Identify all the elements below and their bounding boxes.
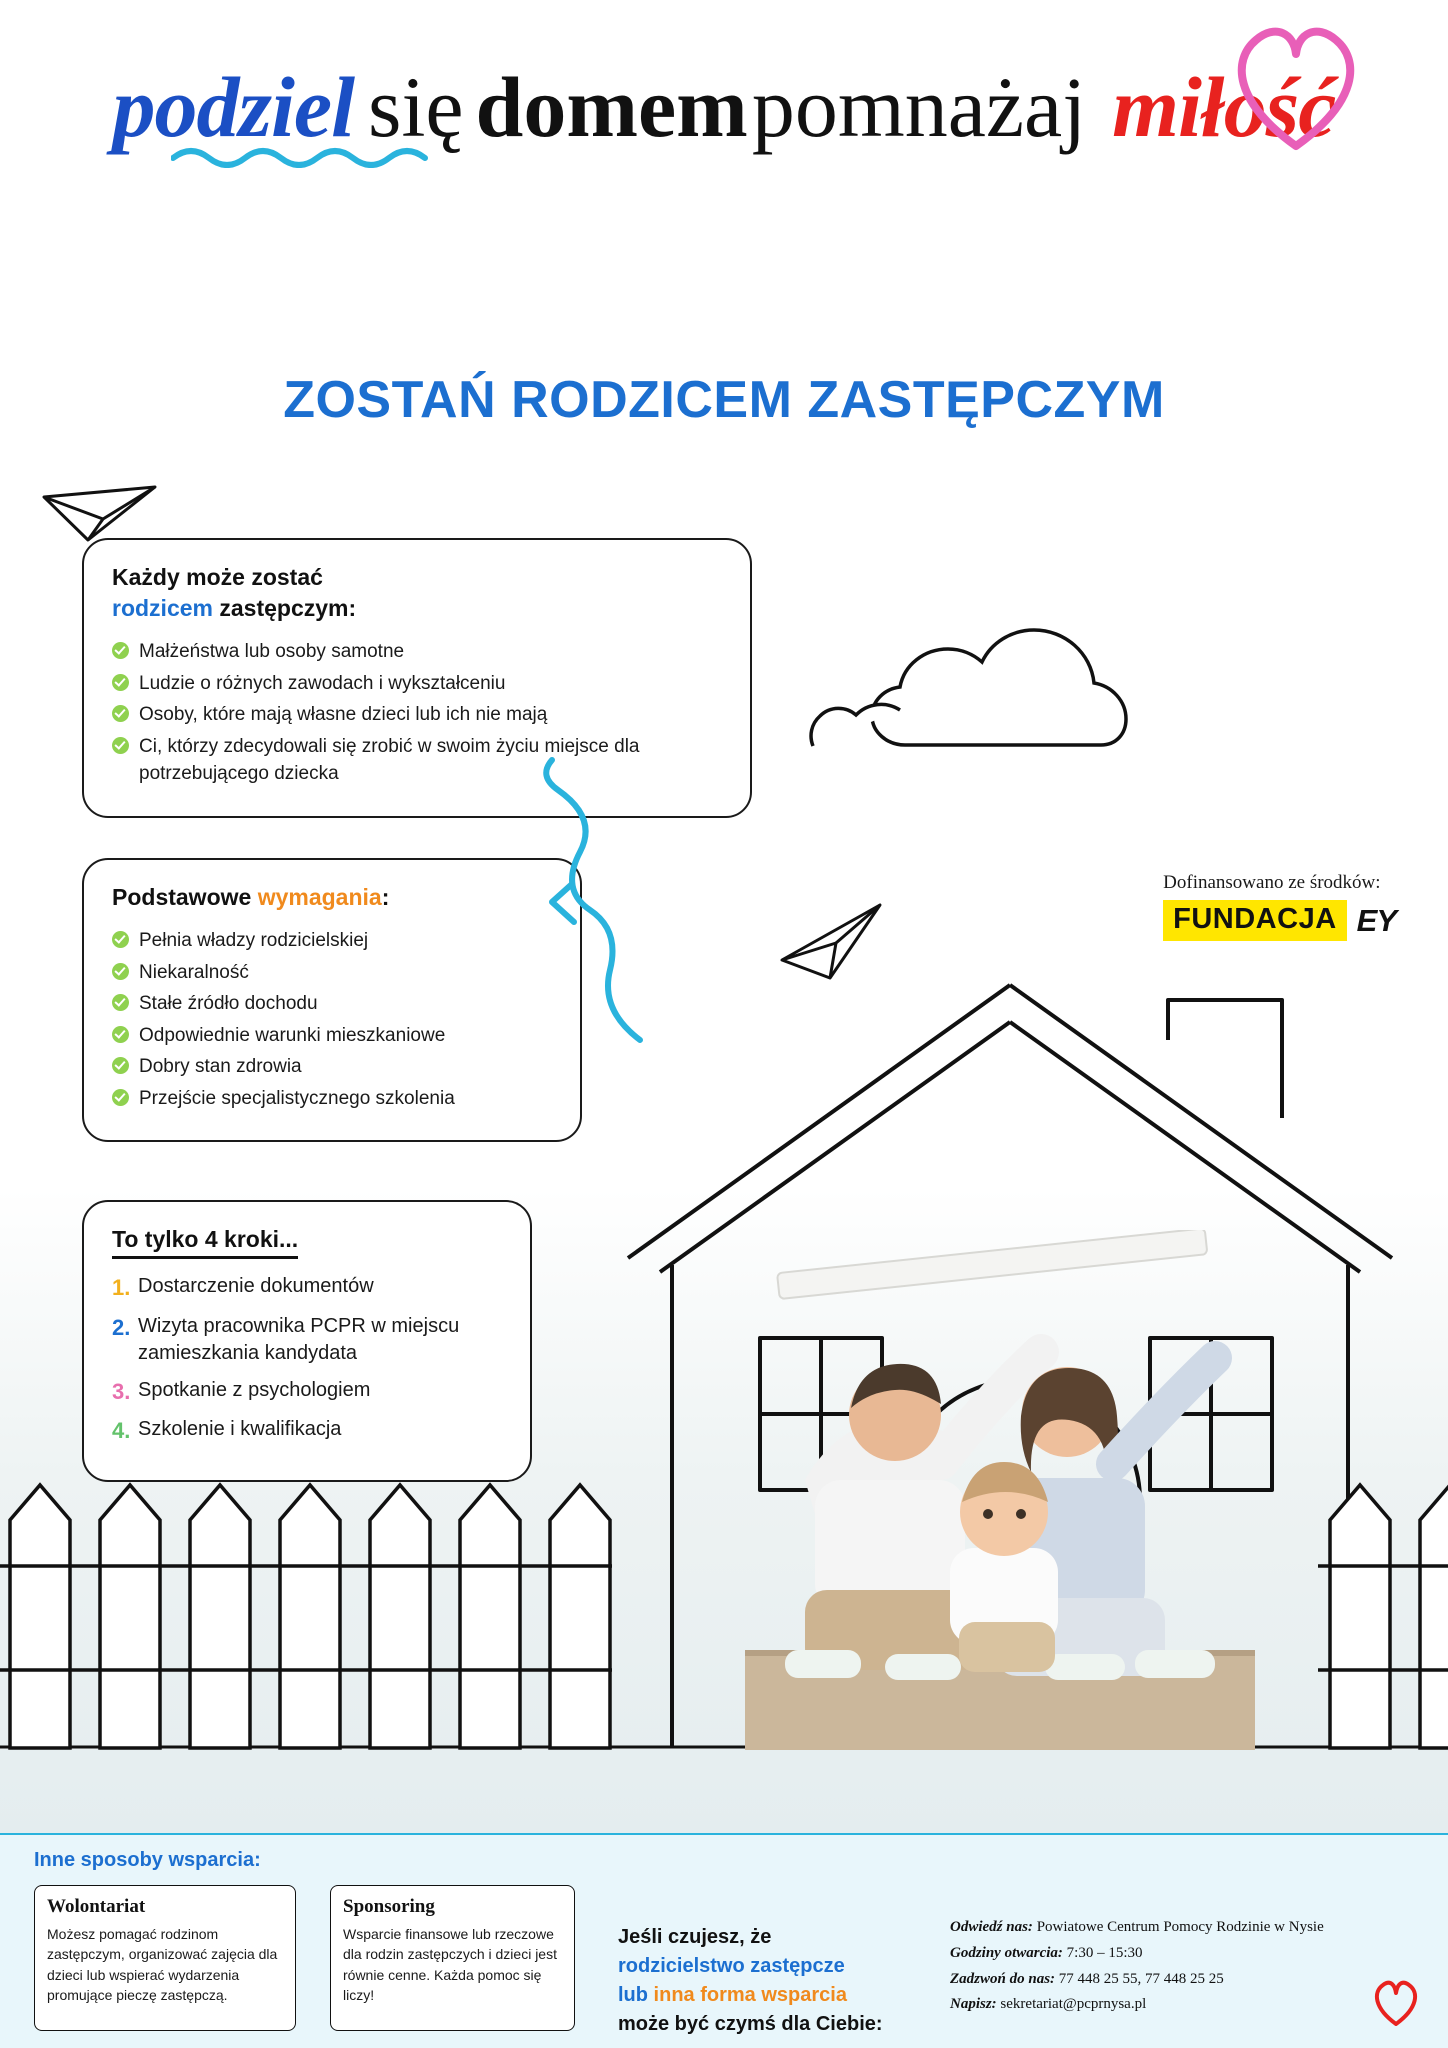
- paper-plane-icon: [44, 487, 155, 540]
- card-four-steps: [82, 1200, 532, 1482]
- check-icon: [112, 963, 129, 980]
- footer-contact: [950, 1915, 1324, 2018]
- footer-box-sponsoring: [330, 1885, 575, 2031]
- card-title-who: [112, 562, 722, 624]
- heart-icon: [1214, 0, 1379, 163]
- headline-word-sie: się: [367, 59, 464, 155]
- list-item-label: Odpowiednie warunki mieszkaniowe: [139, 1024, 446, 1046]
- list-item: [112, 990, 552, 1018]
- card-title-steps: [112, 1224, 502, 1259]
- contact-address-row: [950, 1915, 1324, 1941]
- headline-row-1: [112, 59, 748, 155]
- headline-word-pomnazaj: pomnażaj: [751, 59, 1087, 155]
- list-item: [112, 1085, 552, 1113]
- check-icon: [112, 674, 129, 691]
- funding-logo: [1163, 900, 1396, 941]
- card-title-steps-label: To tylko 4 kroki...: [112, 1224, 298, 1259]
- cta-line-3-accent: inna forma wsparcia: [653, 1984, 847, 2006]
- step-number: 1.: [112, 1275, 131, 1301]
- list-item-label: Osoby, które mają własne dzieci lub ich nie mają: [139, 704, 548, 726]
- page-subtitle: ZOSTAŃ RODZICEM ZASTĘPCZYM: [283, 371, 1165, 429]
- cta-line-4: może być czymś dla Ciebie:: [618, 2013, 883, 2035]
- list-item: [112, 1053, 552, 1081]
- contact-visit-label: Odwiedź nas:: [950, 1919, 1033, 1935]
- step-label: Spotkanie z psychologiem: [138, 1378, 371, 1401]
- contact-phone-row[interactable]: [950, 1967, 1324, 1993]
- contact-hours-label: Godziny otwarcia:: [950, 1944, 1063, 1961]
- list-item: [112, 701, 722, 729]
- headline-word-milosc: miłość: [1112, 59, 1336, 155]
- list-item: [112, 1377, 502, 1407]
- funding-block: [1163, 872, 1396, 941]
- card-title-req-accent: wymagania: [257, 884, 382, 910]
- card-title-req-prefix: Podstawowe: [112, 884, 258, 910]
- contact-hours-value: 7:30 – 15:30: [1062, 1944, 1143, 1961]
- steps-list: [112, 1273, 502, 1446]
- requirements-list: [112, 927, 552, 1112]
- check-icon: [112, 931, 129, 948]
- check-icon: [112, 1057, 129, 1074]
- list-item: [112, 1416, 502, 1446]
- step-label: Wizyta pracownika PCPR w miejscu zamieszkania kandydata: [138, 1314, 460, 1364]
- check-icon: [112, 705, 129, 722]
- poster-headline: [0, 59, 1448, 155]
- list-item: [112, 638, 722, 666]
- list-item: [112, 670, 722, 698]
- who-list: [112, 638, 722, 788]
- contact-mail-value[interactable]: sekretariat@pcprnysa.pl: [996, 1996, 1147, 2013]
- step-label: Szkolenie i kwalifikacja: [138, 1418, 342, 1441]
- list-item-label: Ci, którzy zdecydowali się zrobić w swoim życiu miejsce dla potrzebującego dziecka: [139, 735, 640, 785]
- list-item-label: Niekaralność: [139, 961, 249, 983]
- cta-line-1: Jeśli czujesz, że: [618, 1926, 772, 1948]
- footer-title: Inne sposoby wsparcia:: [34, 1849, 261, 1871]
- card-title-who-line1: Każdy może zostać: [112, 564, 323, 590]
- ey-logo: EY: [1356, 902, 1396, 938]
- check-icon: [112, 642, 129, 659]
- list-item: [112, 927, 552, 955]
- list-item: [112, 733, 722, 788]
- list-item-label: Przejście specjalistycznego szkolenia: [139, 1087, 455, 1109]
- paper-plane-icon-2: [782, 905, 880, 978]
- step-number: 3.: [112, 1378, 131, 1404]
- footer-box-volunteer-heading: Wolontariat: [47, 1896, 146, 1917]
- footer-box-sponsoring-text: Wsparcie finansowe lub rzeczowe dla rodzin zastępczych i dzieci jest równie cenne. Każda pomoc się liczy!: [343, 1926, 557, 2003]
- squiggle-underline-icon: [171, 142, 451, 168]
- list-item-label: Małżeństwa lub osoby samotne: [139, 641, 405, 663]
- card-title-req-suffix: :: [381, 884, 390, 910]
- check-icon: [112, 1026, 129, 1043]
- list-item: [112, 1022, 552, 1050]
- card-title-requirements: [112, 882, 552, 913]
- heart-icon-footer: [1368, 1974, 1424, 2030]
- contact-phone-value[interactable]: 77 448 25 55, 77 448 25 25: [1055, 1970, 1224, 1987]
- child-figure: [950, 1462, 1058, 1672]
- fundacja-badge: FUNDACJA: [1163, 900, 1347, 941]
- list-item-label: Dobry stan zdrowia: [139, 1056, 302, 1078]
- contact-visit-value: Powiatowe Centrum Pomocy Rodzinie w Nysie: [1032, 1919, 1324, 1935]
- headline-word-domem: domem: [475, 59, 748, 155]
- step-number: 4.: [112, 1418, 131, 1444]
- list-item: [112, 1273, 502, 1303]
- list-item-label: Pełnia władzy rodzicielskiej: [139, 930, 369, 952]
- list-item-label: Ludzie o różnych zawodach i wykształceniu: [139, 672, 506, 694]
- footer-call-to-action: [618, 1923, 883, 2039]
- check-icon: [112, 994, 129, 1011]
- list-item: [112, 1313, 502, 1367]
- check-icon: [112, 1089, 129, 1106]
- footer-box-sponsoring-heading: Sponsoring: [343, 1896, 435, 1917]
- cta-line-2: rodzicielstwo zastępcze: [618, 1955, 845, 1977]
- footer-bar: [0, 1833, 1448, 2048]
- contact-phone-label: Zadzwoń do nas:: [950, 1970, 1056, 1987]
- list-item: [112, 959, 552, 987]
- cta-line-3-lub: lub: [618, 1984, 654, 2006]
- card-who-can-become: [82, 538, 752, 818]
- cloud-icon: [811, 630, 1126, 746]
- footer-box-volunteer-text: Możesz pomagać rodzinom zastępczym, organizować zajęcia dla dzieci lub wspierać wydarzenia promujące pieczę zastępczą.: [47, 1926, 278, 2003]
- check-icon: [112, 737, 129, 754]
- card-title-who-accent: rodzicem: [112, 595, 213, 622]
- card-requirements: [82, 858, 582, 1142]
- headline-word-podziel: podziel: [112, 59, 354, 155]
- step-label: Dostarczenie dokumentów: [138, 1275, 374, 1298]
- cta-line-3: [618, 1981, 883, 2010]
- funding-label: Dofinansowano ze środków:: [1163, 872, 1381, 893]
- headline-row-2: [751, 59, 1336, 155]
- footer-box-volunteer: [34, 1885, 296, 2031]
- contact-mail-row[interactable]: [950, 1992, 1324, 2018]
- step-number: 2.: [112, 1314, 131, 1340]
- list-item-label: Stałe źródło dochodu: [139, 993, 318, 1015]
- contact-mail-label: Napisz:: [950, 1996, 997, 2013]
- family-photo: [745, 1230, 1255, 1750]
- contact-hours-row: [950, 1941, 1324, 1967]
- card-title-who-rest: zastępczym:: [212, 595, 357, 622]
